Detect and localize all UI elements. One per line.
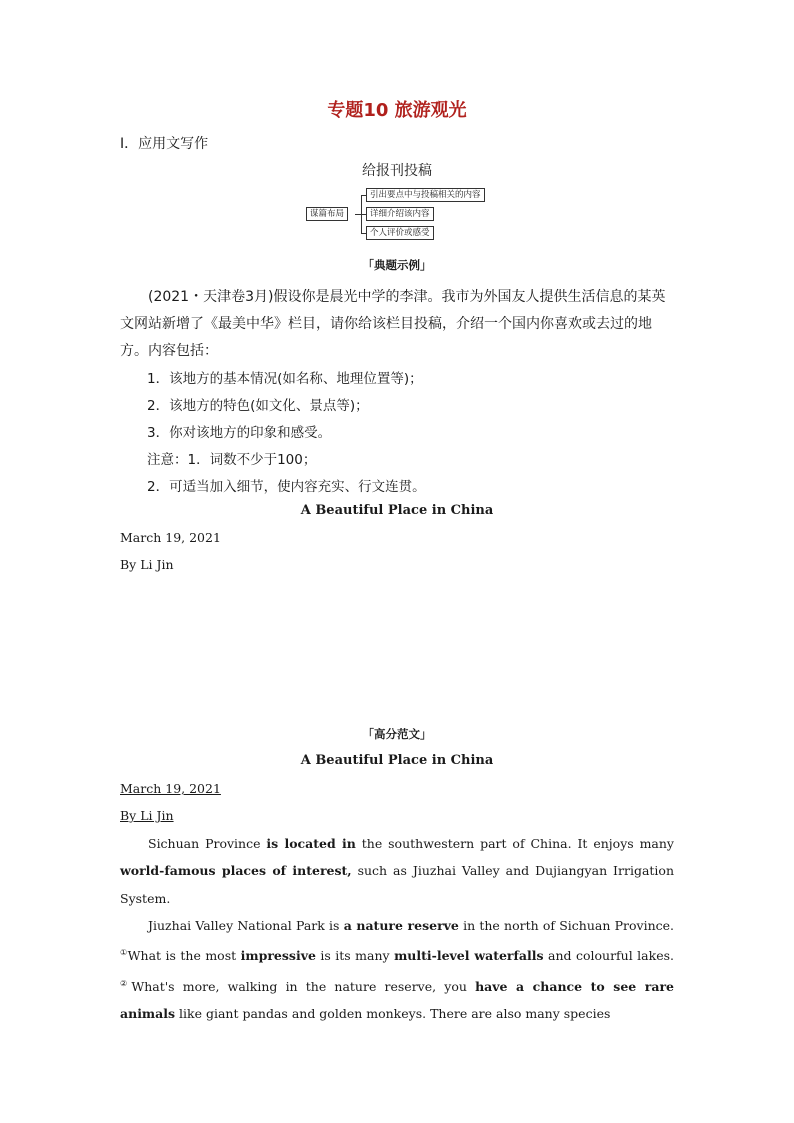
essay-highlight: world-famous places of interest, (120, 863, 352, 879)
model-byline: By Li Jin (120, 808, 174, 823)
marker-2: ② (120, 978, 132, 988)
model-date: March 19, 2021 (120, 781, 221, 796)
diagram-item-3: 个人评价或感受 (366, 226, 434, 240)
subheading: 给报刊投稿 (362, 163, 432, 179)
essay-text: and colourful lakes. (543, 948, 674, 964)
model-title: A Beautiful Place in China (300, 753, 494, 768)
essay-text: such as Jiuzhai Valley and Dujiangyan Irrigation System. (120, 863, 674, 906)
example-byline: By Li Jin (120, 557, 174, 572)
marker-1: ① (120, 948, 128, 958)
prompt-item-2: 2．该地方的特色(如文化、景点等)； (147, 398, 369, 414)
diagram-item-2: 详细介绍该内容 (366, 207, 434, 221)
example-date: March 19, 2021 (120, 530, 221, 545)
essay-highlight: a nature reserve (343, 918, 459, 933)
note-line-2: 2．可适当加入细节，使内容充实、行文连贯。 (147, 479, 426, 495)
essay-text: Sichuan Province (148, 836, 267, 851)
tag-model: 「高分范文」 (362, 727, 432, 741)
prompt-paragraph: (2021・天津卷3月)假设你是晨光中学的李津。我市为外国友人提供生活信息的某英文网站新增了《最美中华》栏目，请你给该栏目投稿，介绍一个国内你喜欢或去过的地方。内容包括： (120, 289, 666, 359)
tag-example: 「典题示例」 (362, 258, 432, 272)
essay-text: What is the most (127, 948, 241, 964)
essay-paragraph-2 (120, 912, 674, 1028)
essay-text: like giant pandas and golden monkeys. There are also many species (175, 1006, 611, 1022)
essay-text: the southwestern part of China. It enjoys many (355, 836, 674, 851)
essay-highlight: have a chance to see rare animals (120, 978, 674, 1022)
prompt-item-1: 1．该地方的基本情况(如名称、地理位置等)； (147, 371, 423, 387)
prompt-item-3: 3．你对该地方的印象和感受。 (147, 425, 332, 441)
example-title: A Beautiful Place in China (300, 503, 494, 518)
essay-text: in the north of Sichuan Province. (458, 918, 674, 933)
diagram-item-1: 引出要点中与投稿相关的内容 (366, 188, 485, 202)
essay-highlight: impressive (240, 948, 316, 964)
essay-text: What's more, walking in the nature reserve, you (131, 978, 476, 994)
page-title: 专题10 旅游观光 (327, 100, 467, 121)
section-heading: Ⅰ．应用文写作 (120, 136, 209, 152)
note-line: 注意：1．词数不少于100； (147, 452, 317, 468)
diagram-root: 谋篇布局 (306, 207, 348, 221)
structure-diagram (306, 186, 486, 242)
essay-paragraph-1 (120, 830, 674, 912)
essay-text: Jiuzhai Valley National Park is (148, 918, 344, 933)
essay-highlight: is located in (266, 836, 356, 851)
essay-highlight: multi-level waterfalls (394, 948, 544, 964)
essay-text: is its many (315, 948, 395, 964)
